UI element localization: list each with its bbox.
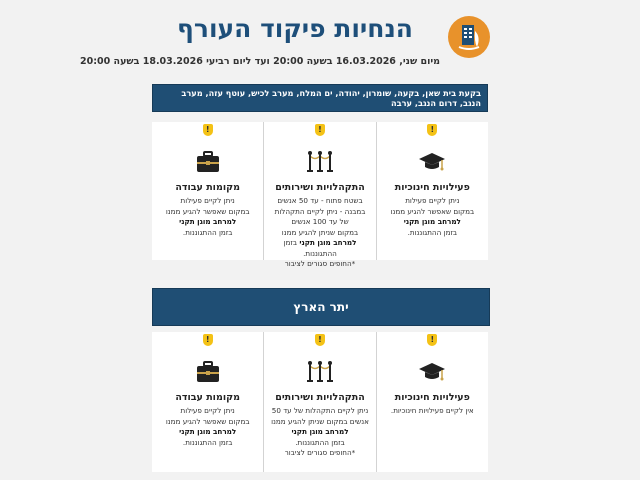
gatherings-text — [266, 406, 373, 459]
gatherings-title: התקהלויות ושירותים — [275, 392, 365, 403]
stanchions-icon — [264, 360, 375, 384]
text-line: במקום שאפשר להגיע ממנו — [390, 206, 475, 216]
regions-guidelines-panel — [152, 122, 488, 268]
workplaces-card — [152, 332, 264, 472]
workplaces-title: מקומות עבודה — [175, 392, 240, 403]
workplaces-text — [154, 406, 261, 448]
gatherings-title: התקהלויות ושירותים — [275, 182, 365, 193]
home-front-command-logo — [448, 16, 490, 58]
text-line: ניתן לקיים התקהלות של עד 50 — [271, 406, 369, 415]
alert-badge-icon: ! — [427, 124, 437, 136]
education-card — [377, 332, 488, 472]
gatherings-card — [264, 332, 376, 472]
graduation-cap-icon — [377, 150, 488, 174]
gatherings-text — [266, 196, 373, 270]
education-title: פעילויות חינוכיות — [394, 392, 470, 403]
protected-space-text: למרחב מוגן תקני — [299, 238, 357, 247]
alert-badge-icon: ! — [427, 334, 437, 346]
briefcase-icon — [152, 360, 263, 384]
text-line: במקום שניתן להגיע ממנו — [281, 227, 359, 237]
protected-space-text: למרחב מוגן תקני — [179, 427, 237, 436]
page-header — [80, 10, 490, 70]
text-line: בזמן ההתגוננות. — [182, 437, 233, 447]
text-line: אנשים במקום שניתן להגיע ממנו — [271, 416, 369, 426]
alert-badge-icon: ! — [315, 334, 325, 346]
text-line: במקום שאפשר להגיע ממנו — [165, 416, 250, 426]
validity-period: מיום שני, 16.03.2026 בשעה 20:00 ועד ליום רביעי 18.03.2026 בשעה 20:00 — [80, 56, 440, 67]
regions-bar: בקעת בית שאן, בקעה, שומרון, יהודה, ים המלח, מערב לכיש, עוטף עזה, מערב הנגב, דרום הנגב, ערבה — [152, 84, 488, 112]
text-line: בזמן ההתגוננות. — [182, 227, 233, 237]
education-text — [379, 196, 486, 238]
page-title: הנחיות פיקוד העורף — [177, 14, 413, 43]
text-line: של עד 100 אנשים — [291, 217, 349, 226]
rest-of-country-bar: יתר הארץ — [152, 288, 490, 326]
beaches-note: *החופים סגורים לציבור — [284, 448, 356, 457]
workplaces-text — [154, 196, 261, 238]
beaches-note: *החופים סגורים לציבור — [284, 259, 356, 268]
alert-badge-icon: ! — [315, 124, 325, 136]
text-line: ניתן לקיים פעילות — [405, 196, 460, 205]
workplaces-title: מקומות עבודה — [175, 182, 240, 193]
rest-guidelines-panel — [152, 332, 488, 472]
workplaces-card — [152, 122, 264, 260]
education-text — [379, 406, 486, 417]
briefcase-icon — [152, 150, 263, 174]
alert-badge-icon: ! — [203, 124, 213, 136]
text-line: במבנה - ניתן לקיים התקהלות — [274, 206, 366, 216]
education-title: פעילויות חינוכיות — [394, 182, 470, 193]
text-line: בזמן ההתגוננות. — [407, 227, 458, 237]
protected-space-text: למרחב מוגן תקני — [179, 217, 237, 226]
stanchions-icon — [264, 150, 375, 174]
gatherings-card — [264, 122, 376, 268]
education-card — [377, 122, 488, 260]
text-line: אין לקיים פעילויות חינוכיות. — [390, 406, 474, 415]
text-line: בזמן ההתגוננות. — [295, 437, 345, 447]
protected-space-text: למרחב מוגן תקני — [403, 217, 461, 226]
text-line: ניתן לקיים פעילות — [180, 196, 235, 205]
alert-badge-icon: ! — [203, 334, 213, 346]
text-line: בזמן ההתגוננות. — [283, 238, 337, 258]
text-line: בשטח פתוח - עד 50 אנשים — [277, 196, 363, 205]
graduation-cap-icon — [377, 360, 488, 384]
protected-space-text: למרחב מוגן תקני — [291, 427, 349, 436]
text-line: ניתן לקיים פעילות — [180, 406, 235, 415]
text-line: במקום שאפשר להגיע ממנו — [165, 206, 250, 216]
